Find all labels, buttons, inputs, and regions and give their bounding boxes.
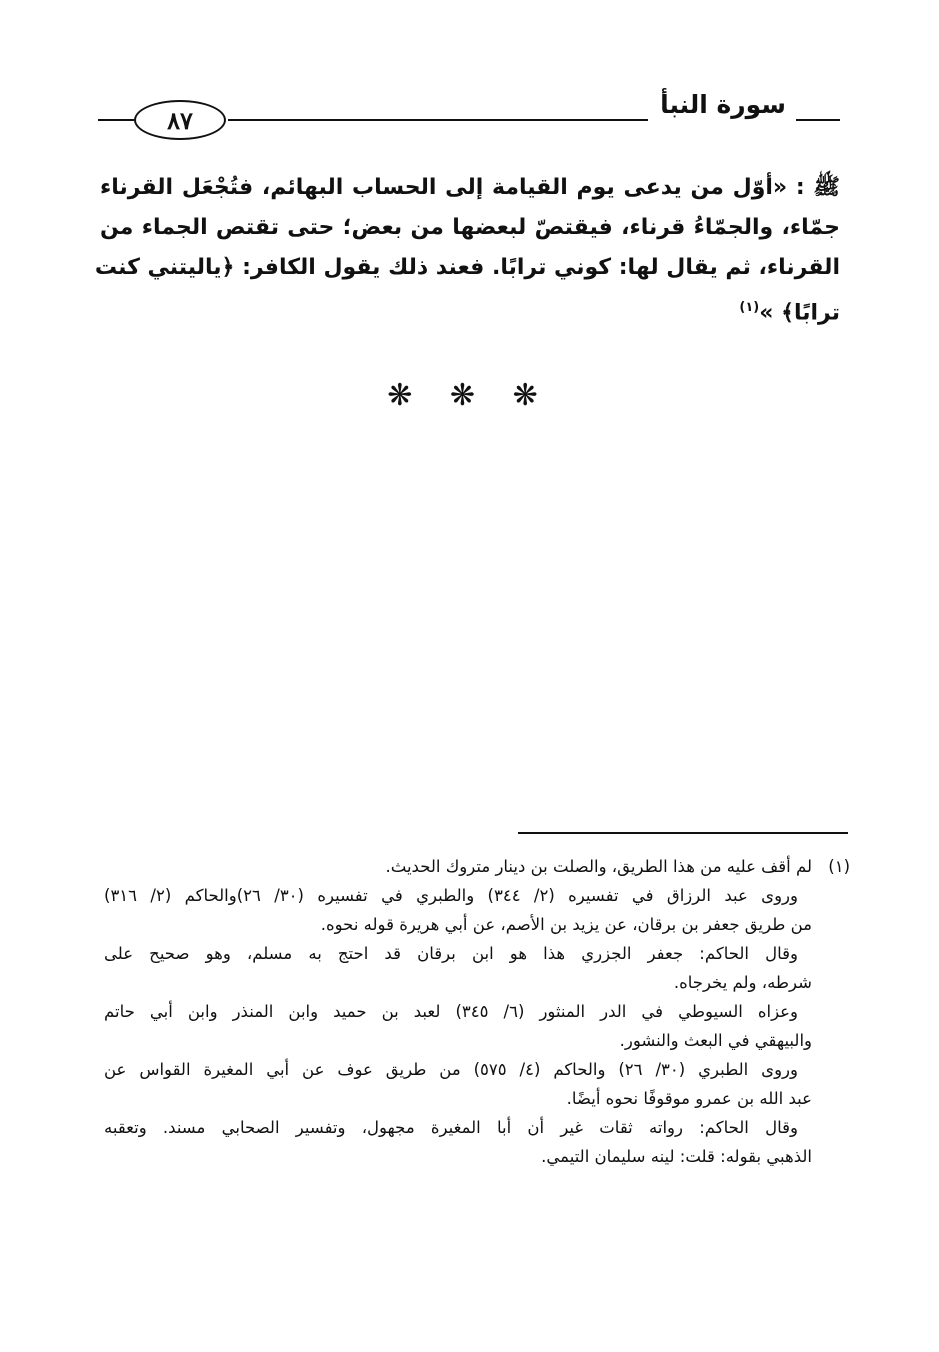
header-rule-right [796,119,840,121]
footnote-line: وروى الطبري (٣٠/ ٢٦) والحاكم (٤/ ٥٧٥) من طريق عوف عن أبي المغيرة القواس عن [104,1060,798,1079]
main-text-line: ﷺ : «أوّل من يدعى يوم القيامة إلى الحساب البهائم، فتُجْعَل القرناء [100,175,840,200]
footnote-paragraph [104,997,812,1055]
main-text-last-line [100,288,840,333]
main-text [94,168,840,333]
footnote-body [104,852,812,1171]
section-separator: ❋ ❋ ❋ [387,378,552,413]
footnote-paragraph [104,1113,812,1171]
surah-title: سورة النبأ [660,90,786,119]
footnote-line: الذهبي بقوله: قلت: لينه سليمان التيمي. [541,1147,812,1166]
footnote-line: عبد الله بن عمرو موقوفًا نحوه أيضًا. [566,1089,812,1108]
footnote [104,852,850,1171]
footnote-paragraph [104,852,812,881]
main-text-line: جمّاء، والجمّاءُ قرناء، فيقتصّ لبعضها من بعض؛ حتى تقتص الجماء من [100,215,840,240]
footnote-line: والبيهقي في البعث والنشور. [619,1031,812,1050]
footnote-line: وقال الحاكم: جعفر الجزري هذا هو ابن برقان قد احتج به مسلم، وهو صحيح على [104,944,798,963]
footnote-line: من طريق جعفر بن برقان، عن يزيد بن الأصم، عن أبي هريرة قوله نحوه. [320,915,812,934]
page-number: ٨٧ [134,100,226,140]
header-rule-left [98,119,134,121]
footnote-paragraph [104,881,812,939]
footnote-line: وروى عبد الرزاق في تفسيره (٢/ ٣٤٤) والطبري في تفسيره (٣٠/ ٢٦)والحاكم (٢/ ٣١٦) [104,886,798,905]
footnote-reference: (١) [739,300,760,315]
page-header [98,82,840,162]
footnote-paragraph [104,1055,812,1113]
header-rule-middle [228,119,648,121]
footnote-paragraph [104,939,812,997]
main-text-line: ترابًا﴾ » [759,300,840,326]
main-text-line: القرناء، ثم يقال لها: كوني ترابًا. فعند ذلك يقول الكافر: ﴿ياليتني كنت [94,255,840,280]
footnote-line: وقال الحاكم: رواته ثقات غير أن أبا المغيرة مجهول، وتفسير الصحابي مسند. وتعقبه [104,1118,798,1137]
footnote-divider [518,832,848,834]
footnote-number: (١) [828,857,850,876]
footnotes [104,852,850,1171]
footnote-line: لم أقف عليه من هذا الطريق، والصلت بن دينار متروك الحديث. [385,857,812,876]
footnote-line: شرطه، ولم يخرجاه. [673,973,812,992]
footnote-line: وعزاه السيوطي في الدر المنثور (٦/ ٣٤٥) لعبد بن حميد وابن المنذر وابن أبي حاتم [104,1002,798,1021]
